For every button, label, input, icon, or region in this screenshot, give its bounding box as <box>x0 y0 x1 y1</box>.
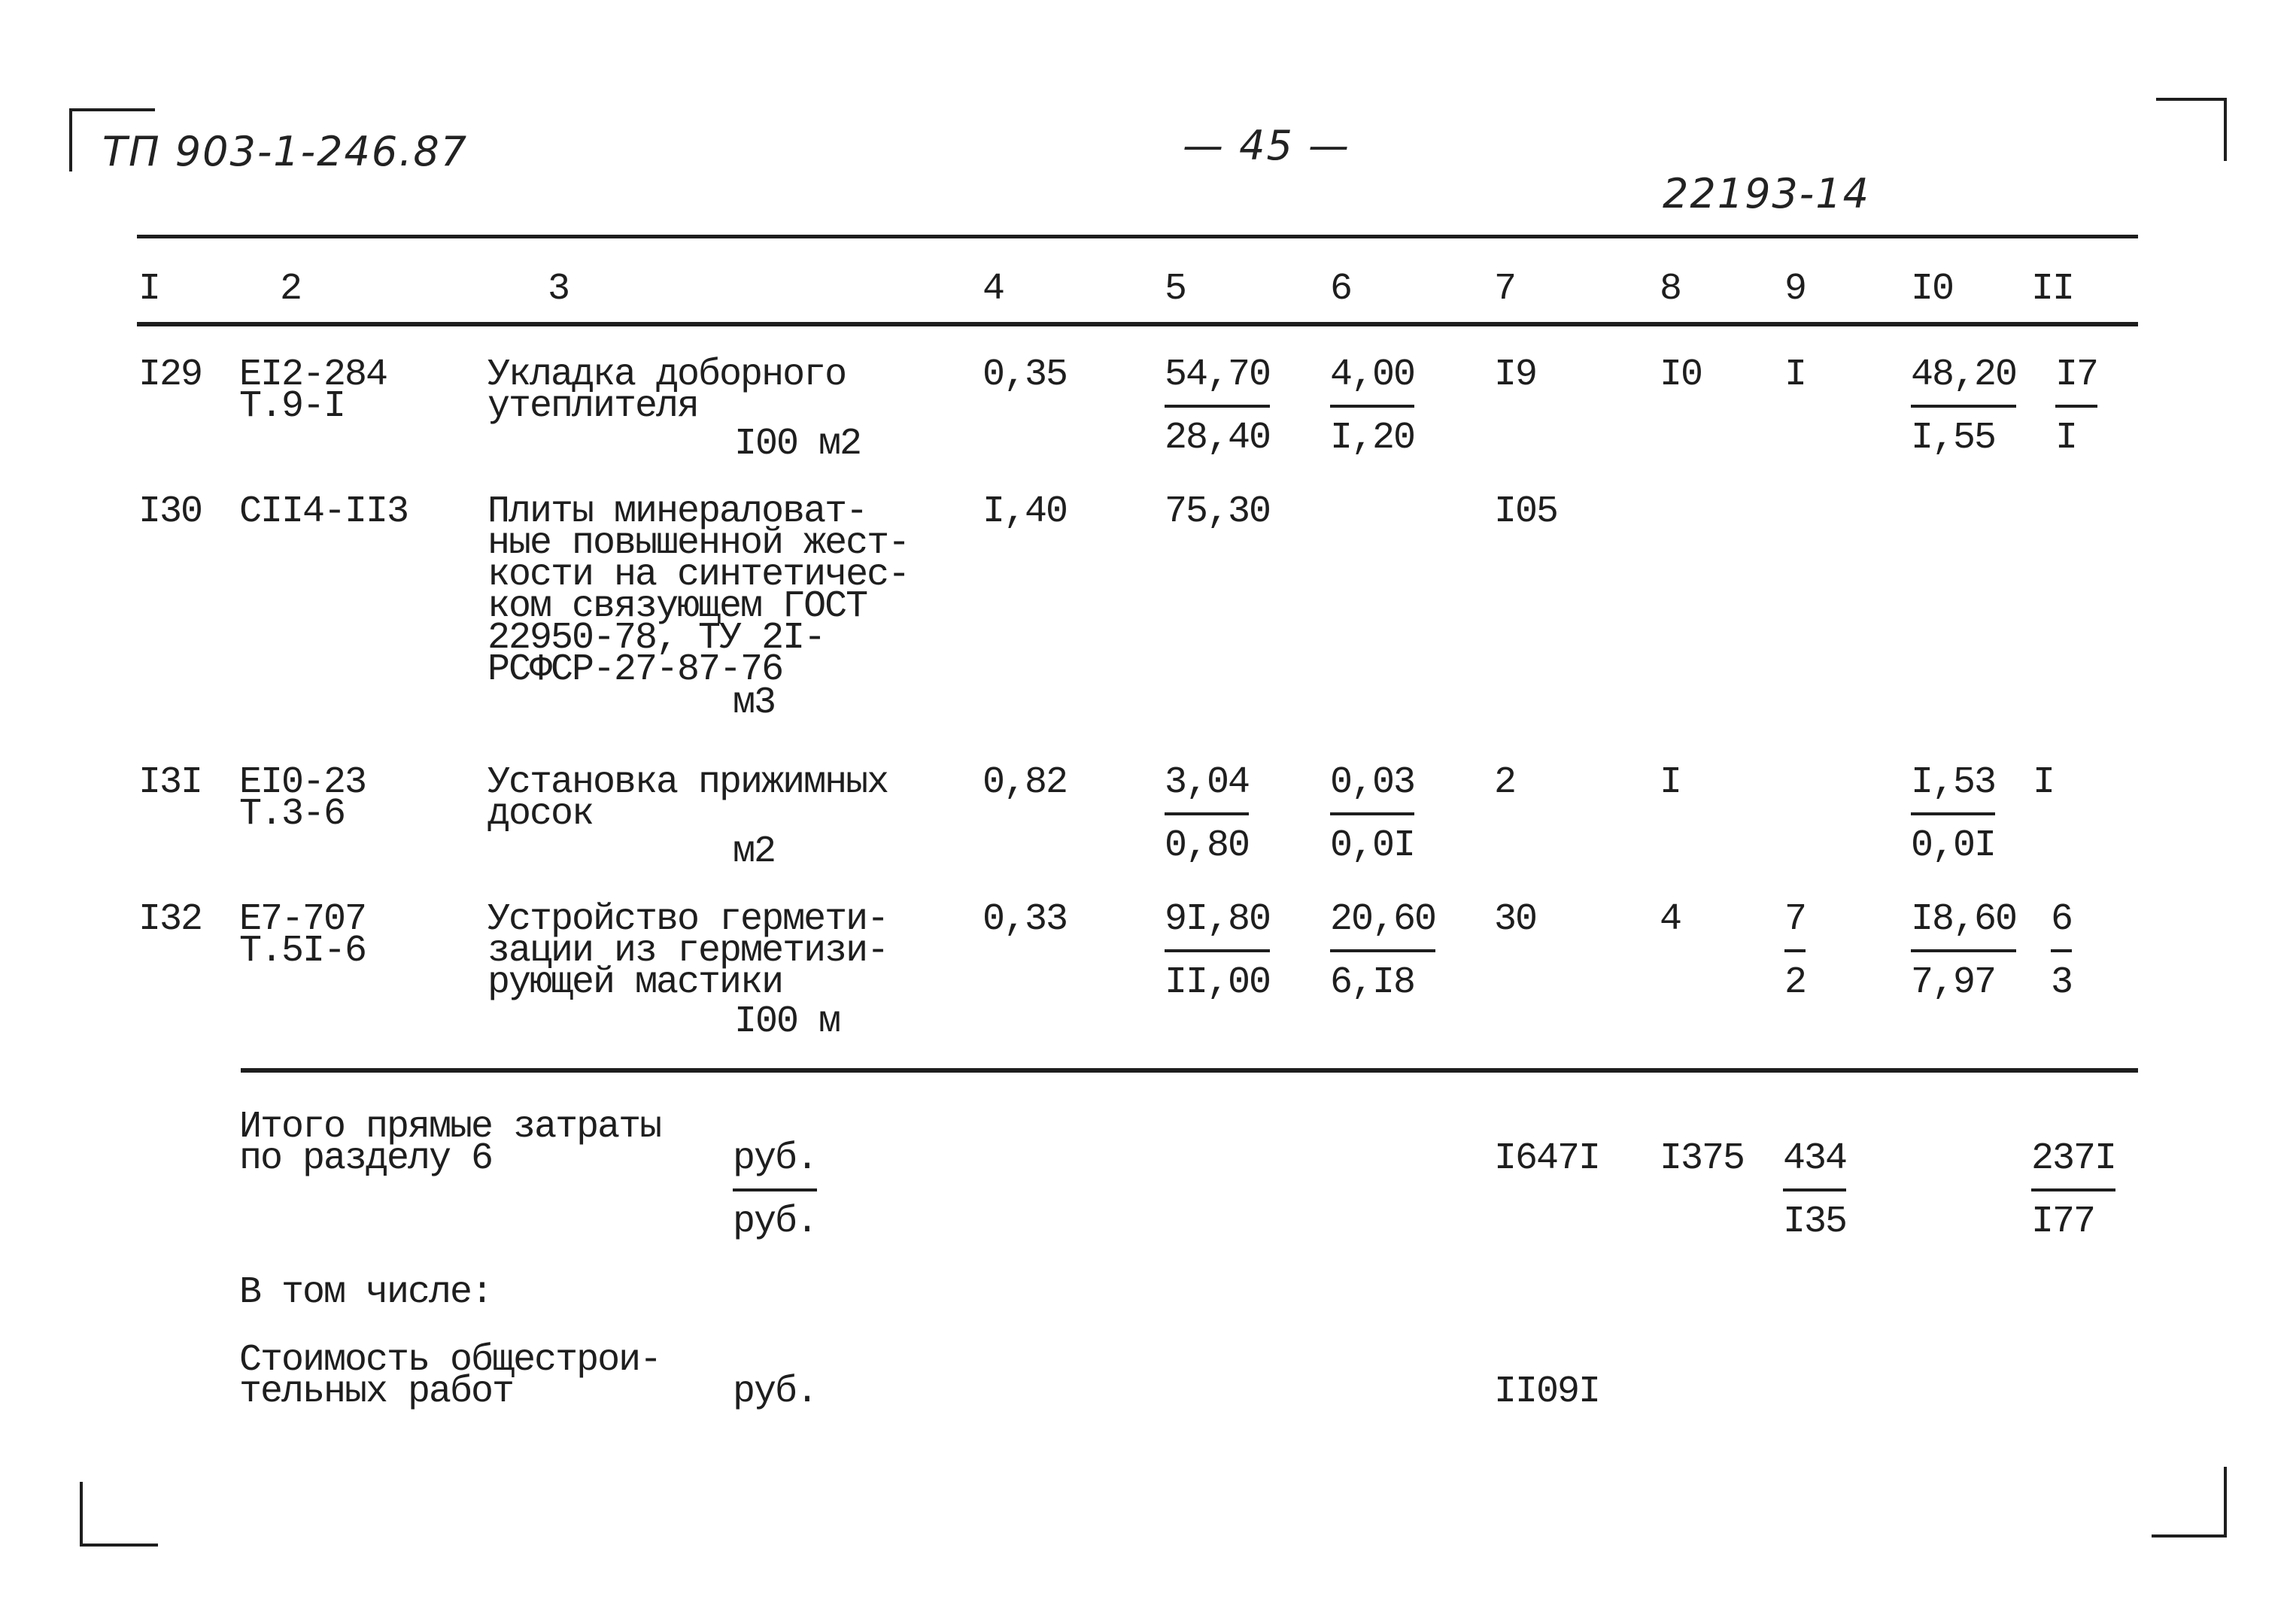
cell-col9: I <box>1784 354 1806 396</box>
fraction-bar <box>1330 405 1414 408</box>
cell-col11-fraction <box>2055 354 2098 460</box>
fraction-bar <box>2031 1188 2115 1191</box>
row-number: I29 <box>138 354 202 396</box>
col-header-11: II <box>2031 268 2074 311</box>
fraction-bottom: 0,0I <box>1330 824 1415 867</box>
row-number: I30 <box>138 490 202 533</box>
fraction-bar <box>1165 812 1249 815</box>
fraction-bottom: 28,40 <box>1165 417 1271 460</box>
col-header-4: 4 <box>983 268 1004 311</box>
work-description-line: Устройство гермети- <box>487 898 888 941</box>
fraction-bar <box>1911 812 1995 815</box>
cell-col7: 2 <box>1494 761 1516 804</box>
row-number: I3I <box>138 761 202 804</box>
measure-unit: I00 м2 <box>734 423 861 466</box>
norm-code: CII4-II3 <box>239 490 409 533</box>
fraction-top: I8,60 <box>1911 898 2017 941</box>
norm-code-ref: Т.3-6 <box>239 793 345 836</box>
fraction-bar <box>1330 949 1435 952</box>
work-description-line: ные повышенной жест- <box>487 522 910 565</box>
col-header-8: 8 <box>1660 268 1681 311</box>
table-top-rule <box>137 235 2138 238</box>
fraction-bottom: I <box>2055 417 2077 460</box>
fraction-top: 0,03 <box>1330 761 1415 804</box>
cell-col5-fraction <box>1165 761 1250 867</box>
fraction-top: 20,60 <box>1330 898 1436 941</box>
fraction-bar <box>1165 405 1270 408</box>
fraction-bottom: I,55 <box>1911 417 1996 460</box>
cell-col10-fraction <box>1911 761 1996 867</box>
work-description-line: зации из герметизи- <box>487 930 888 973</box>
col-header-9: 9 <box>1784 268 1806 311</box>
corner-mark-bottom-right <box>2152 1467 2227 1537</box>
norm-code: E7-707 <box>239 898 366 941</box>
page-number: — 45 — <box>1183 122 1351 169</box>
measure-unit: м3 <box>733 681 776 724</box>
cell-col5: 75,30 <box>1165 490 1271 533</box>
totals-label-line: Итого прямые затраты <box>239 1106 661 1149</box>
work-description-line: досок <box>487 793 594 836</box>
totals-col8: I375 <box>1660 1137 1745 1180</box>
including-label: В том числе: <box>239 1271 493 1314</box>
cell-col6-fraction <box>1330 898 1436 1004</box>
section-end-rule <box>241 1068 2138 1073</box>
fraction-top: 237I <box>2031 1137 2116 1180</box>
fraction-bottom: руб. <box>733 1201 818 1243</box>
col-header-10: I0 <box>1911 268 1954 311</box>
cell-col8: 4 <box>1660 898 1681 941</box>
fraction-bottom: I77 <box>2031 1201 2095 1243</box>
fraction-bottom: 0,0I <box>1911 824 1996 867</box>
cell-col4: 0,82 <box>983 761 1068 804</box>
general-works-col7: II09I <box>1494 1371 1600 1413</box>
fraction-bar <box>2055 405 2097 408</box>
header-bottom-rule <box>137 322 2138 326</box>
cell-col8: I <box>1660 761 1681 804</box>
fraction-top: I,53 <box>1911 761 1996 804</box>
fraction-top: 6 <box>2051 898 2073 941</box>
fraction-bar <box>733 1188 817 1191</box>
general-works-label-line: тельных работ <box>239 1371 514 1413</box>
col-header-5: 5 <box>1165 268 1186 311</box>
cell-col10-fraction <box>1911 354 2017 460</box>
fraction-bar <box>1784 949 1806 952</box>
cell-col5-fraction <box>1165 354 1271 460</box>
fraction-top: 7 <box>1784 898 1806 941</box>
work-description-line: рующей мастики <box>487 961 783 1004</box>
fraction-top: 4,00 <box>1330 354 1415 396</box>
doc-code: ТП 903-1-246.87 <box>102 128 469 175</box>
fraction-bottom: 6,I8 <box>1330 961 1415 1004</box>
col-header-6: 6 <box>1330 268 1352 311</box>
fraction-bar <box>1911 949 2016 952</box>
totals-col9-fraction <box>1783 1137 1847 1243</box>
corner-mark-bottom-left <box>80 1482 158 1547</box>
corner-mark-top-right <box>2156 98 2227 161</box>
cell-col10-fraction <box>1911 898 2017 1004</box>
fraction-top: руб. <box>733 1137 818 1180</box>
cell-col4: I,40 <box>983 490 1068 533</box>
fraction-top: 9I,80 <box>1165 898 1271 941</box>
fraction-bottom: I35 <box>1783 1201 1847 1243</box>
fraction-bottom: 0,80 <box>1165 824 1250 867</box>
norm-code-ref: Т.5I-6 <box>239 930 366 973</box>
work-description-line: кости на синтетичес- <box>487 554 910 596</box>
work-description-line: 22950-78, ТУ 2I- <box>487 617 825 660</box>
norm-code: EI2-284 <box>239 354 387 396</box>
cell-col8: I0 <box>1660 354 1702 396</box>
col-header-1: I <box>138 268 160 311</box>
work-description-line: утеплителя <box>487 385 699 428</box>
cell-col4: 0,33 <box>983 898 1068 941</box>
general-works-unit: руб. <box>733 1371 818 1413</box>
col-header-3: 3 <box>548 268 569 311</box>
work-description-line: Установка прижимных <box>487 761 888 804</box>
totals-col7: I647I <box>1494 1137 1600 1180</box>
work-description-line: РСФСР-27-87-76 <box>487 648 783 691</box>
cell-col6-fraction <box>1330 354 1415 460</box>
archive-number: 22193-14 <box>1663 170 1870 217</box>
fraction-top: 434 <box>1783 1137 1847 1180</box>
fraction-bottom: 7,97 <box>1911 961 1996 1004</box>
work-description-line: ком связующем ГОСТ <box>487 585 867 628</box>
fraction-bottom: 3 <box>2051 961 2073 1004</box>
cell-col5-fraction <box>1165 898 1271 1004</box>
totals-label-line: по разделу 6 <box>239 1137 493 1180</box>
cell-col4: 0,35 <box>983 354 1068 396</box>
fraction-top: 54,70 <box>1165 354 1271 396</box>
fraction-bar <box>1911 405 2016 408</box>
work-description-line: Плиты минераловат- <box>487 490 867 533</box>
fraction-bar <box>1783 1188 1846 1191</box>
cell-col7: I9 <box>1494 354 1537 396</box>
cell-col7: I05 <box>1494 490 1558 533</box>
norm-code: EI0-23 <box>239 761 366 804</box>
fraction-top: 48,20 <box>1911 354 2017 396</box>
measure-unit: м2 <box>733 830 776 873</box>
work-description-line: Укладка доборного <box>487 354 846 396</box>
measure-unit: I00 м <box>734 1000 840 1043</box>
row-number: I32 <box>138 898 202 941</box>
totals-unit-fraction <box>733 1137 818 1243</box>
totals-col11-fraction <box>2031 1137 2116 1243</box>
fraction-bottom: 2 <box>1784 961 1806 1004</box>
cell-col6-fraction <box>1330 761 1415 867</box>
cell-col11-fraction <box>2051 898 2073 1004</box>
fraction-bar <box>1330 812 1414 815</box>
col-header-2: 2 <box>280 268 302 311</box>
cell-col11: I <box>2033 761 2055 804</box>
fraction-bottom: I,20 <box>1330 417 1415 460</box>
norm-code-ref: Т.9-I <box>239 385 345 428</box>
cell-col7: 30 <box>1494 898 1537 941</box>
fraction-bottom: II,00 <box>1165 961 1271 1004</box>
col-header-7: 7 <box>1494 268 1516 311</box>
fraction-bar <box>2051 949 2072 952</box>
fraction-top: 3,04 <box>1165 761 1250 804</box>
fraction-bar <box>1165 949 1270 952</box>
cell-col9-fraction <box>1784 898 1806 1004</box>
general-works-label-line: Стоимость общестрои- <box>239 1339 661 1382</box>
fraction-top: I7 <box>2055 354 2098 396</box>
